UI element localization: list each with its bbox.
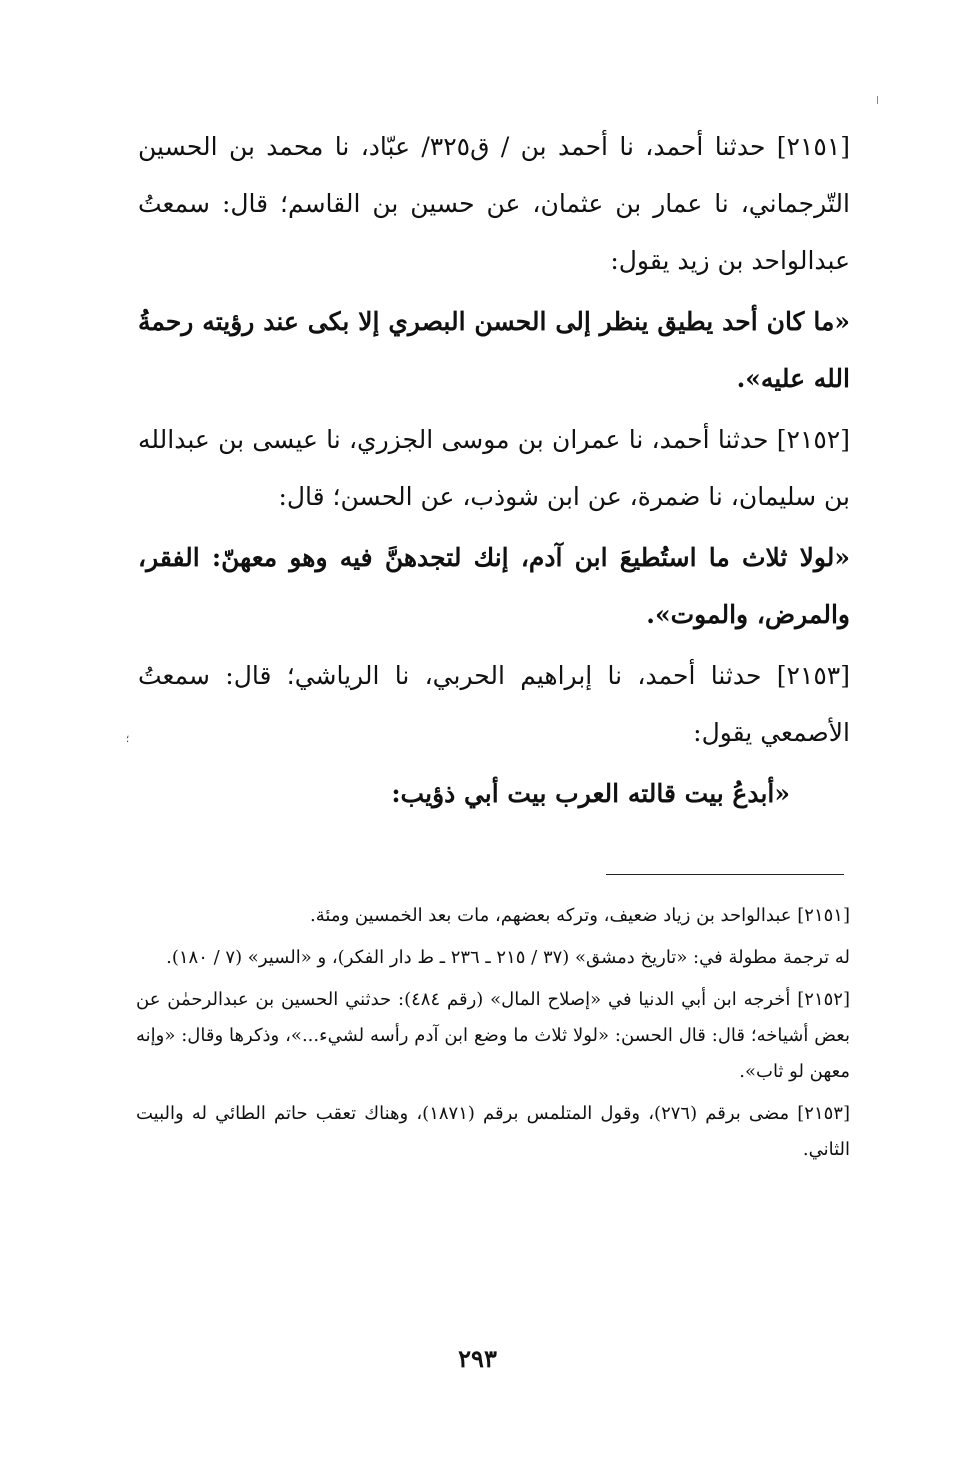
paragraph-2152: [٢١٥٢] حدثنا أحمد، نا عمران بن موسى الجزري، نا عيسى بن عبدالله بن سليمان، نا ضمرة، عن ابن شوذب، عن الحسن؛ قال: bbox=[138, 425, 850, 511]
footnotes bbox=[136, 898, 850, 1174]
paragraph-2153: [٢١٥٣] حدثنا أحمد، نا إبراهيم الحربي، نا الرياشي؛ قال: سمعتُ الأصمعي يقول: bbox=[138, 661, 850, 747]
page-number: ٢٩٣ bbox=[458, 1344, 497, 1373]
quote-2151: «ما كان أحد يطيق ينظر إلى الحسن البصري إلا بكى عند رؤيته رحمةُ الله عليه». bbox=[138, 307, 850, 393]
footnote-2151-biography: له ترجمة مطولة في: «تاريخ دمشق» (٣٧ / ٢١٥ ـ ٢٣٦ ـ ط دار الفكر)، و «السير» (٧ / ١٨٠). bbox=[166, 947, 850, 968]
footnote-2151: [٢١٥١] عبدالواحد بن زياد ضعيف، وتركه بعضهم، مات بعد الخمسين ومئة. bbox=[310, 905, 850, 926]
edge-mark bbox=[877, 96, 878, 104]
margin-mark: ؛ bbox=[126, 734, 130, 745]
footnote-divider bbox=[606, 874, 844, 875]
quote-2153: «أبدعُ بيت قالته العرب بيت أبي ذؤيب: bbox=[391, 779, 790, 808]
quote-2152: «لولا ثلاث ما استُطيعَ ابن آدم، إنك لتجدهنَّ فيه وهو معهنّ: الفقر، والمرض، والموت». bbox=[138, 543, 850, 629]
main-text bbox=[138, 118, 850, 826]
paragraph-2151: [٢١٥١] حدثنا أحمد، نا أحمد بن / ق٣٢٥/ عبّاد، نا محمد بن الحسين التّرجماني، نا عمار بن عثمان، عن حسين بن القاسم؛ قال: سمعتُ عبدالواحد بن زيد يقول: bbox=[138, 132, 851, 275]
footnote-2153: [٢١٥٣] مضى برقم (٢٧٦)، وقول المتلمس برقم (١٨٧١)، وهناك تعقب حاتم الطائي له والبيت الثاني. bbox=[136, 1103, 850, 1160]
footnote-2152: [٢١٥٢] أخرجه ابن أبي الدنيا في «إصلاح المال» (رقم ٤٨٤): حدثني الحسين بن عبدالرحمٰن عن بعض أشياخه؛ قال: قال الحسن: «لولا ثلاث ما وضع ابن آدم رأسه لشيء...»، وذكرها وقال: «وإنه معهن لو ثاب». bbox=[136, 989, 850, 1082]
